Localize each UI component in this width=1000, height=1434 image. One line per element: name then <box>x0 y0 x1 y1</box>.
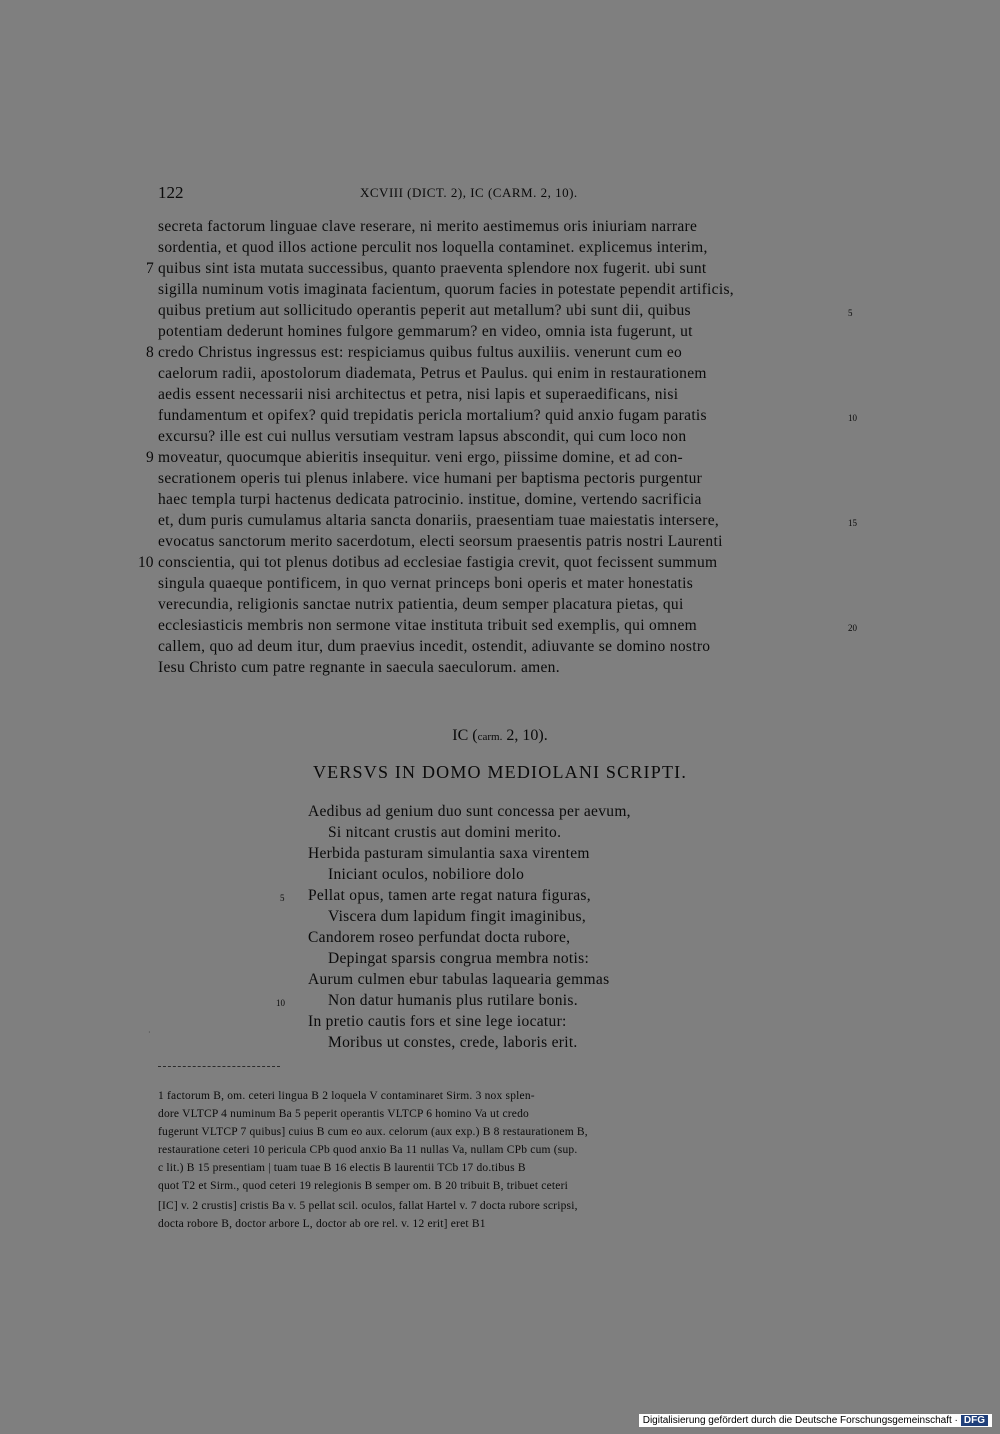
margin-line-number: 15 <box>848 518 857 528</box>
verse-line: In pretio cautis fors et sine lege iocatur: <box>308 1013 567 1030</box>
note-line: restauratione ceteri 10 pericula CPb quod anxio Ba 11 nullas Va, nullam CPb cum (sup. <box>158 1144 578 1156</box>
verse-line: Pellat opus, tamen arte regat natura figuras, <box>308 887 591 904</box>
verse-line: Iniciant oculos, nobiliore dolo <box>328 866 525 883</box>
running-title: XCVIII (DICT. 2), IC (CARM. 2, 10). <box>360 185 578 200</box>
prose-line: moveatur, quocumque abieritis insequitur. veni ergo, piissime domine, et ad con- <box>158 449 684 466</box>
prose-line: credo Christus ingressus est: respiciamus quibus fultus auxiliis. venerunt cum eo <box>158 344 683 361</box>
funding-credit <box>639 1414 992 1427</box>
prose-line: et, dum puris cumulamus altaria sancta donariis, praesentiam tuae maiestatis intersere, <box>158 512 720 529</box>
prose-line: potentiam dederunt homines fulgore gemmarum? en video, omnia ista fugerunt, ut <box>158 323 693 340</box>
verse-line: Non datur humanis plus rutilare bonis. <box>328 992 578 1009</box>
note-line: [IC] v. 2 crustis] cristis Ba v. 5 pellat scil. oculos, fallat Hartel v. 7 docta rubore scripsi, <box>158 1200 578 1212</box>
prose-line: secrationem operis tui plenus inlabere. vice humani per baptisma pectoris purgentur <box>158 470 703 487</box>
note-line: 1 factorum B, om. ceteri lingua B 2 loquela V contaminaret Sirm. 3 nox splen- <box>158 1090 535 1102</box>
note-line: dore VLTCP 4 numinum Ba 5 peperit operantis VLTCP 6 homino Va ut credo <box>158 1108 530 1120</box>
prose-line: fundamentum et opifex? quid trepidatis pericla mortalium? quid anxio fugam paratis <box>158 407 707 424</box>
verse-line: Herbida pasturam simulantia saxa virentem <box>308 845 590 862</box>
footnote-rule <box>158 1066 280 1067</box>
margin-line-number: 10 <box>848 413 857 423</box>
prose-line: sordentia, et quod illos actione perculit nos loquella contaminet. explicemus interim, <box>158 239 708 256</box>
section-number: 8 <box>146 344 154 361</box>
credit-text: Digitalisierung gefördert durch die Deutsche Forschungsgemeinschaft · <box>642 1415 958 1426</box>
verse-number: 5 <box>280 893 285 903</box>
prose-line: excursu? ille est cui nullus versutiam vestram lapsus abscondit, qui cum loco non <box>158 428 687 445</box>
verse-number: 10 <box>276 998 285 1008</box>
prose-line: Iesu Christo cum patre regnante in saecula saeculorum. amen. <box>158 659 560 676</box>
poem-title: VERSVS IN DOMO MEDIOLANI SCRIPTI. <box>312 762 688 782</box>
section-number: 9 <box>146 449 154 466</box>
verse-line: Si nitcant crustis aut domini merito. <box>328 824 562 841</box>
verse-line: Moribus ut constes, crede, laboris erit. <box>328 1034 578 1051</box>
prose-line: haec templa turpi hactenus dedicata patrocinio. institue, domine, vertendo sacrificia <box>158 491 702 508</box>
prose-line: evocatus sanctorum merito sacerdotum, electi seorsum praesentis patris nostri Laurenti <box>158 533 723 550</box>
prose-line: singula quaeque pontificem, in quo vernat princeps boni operis et mater honestatis <box>158 575 694 592</box>
section-number: 7 <box>146 260 154 277</box>
note-line: fugerunt VLTCP 7 quibus] cuius B cum eo aux. celorum (aux exp.) B 8 restaurationem B, <box>158 1126 588 1138</box>
prose-line: callem, quo ad deum itur, dum praevius incedit, ostendit, adiuvante se domino nostro <box>158 638 711 655</box>
verse-line: Aedibus ad genium duo sunt concessa per aevum, <box>308 803 631 820</box>
prose-line: quibus pretium aut sollicitudo operantis peperit aut metallum? ubi sunt dii, quibus <box>158 302 691 319</box>
margin-line-number: 5 <box>848 308 853 318</box>
prose-line: conscientia, qui tot plenus dotibus ad ecclesiae fastigia crevit, quot fecissent summum <box>158 554 718 571</box>
prose-line: sigilla numinum votis imaginata facientum, quorum facies in potestate pependit artificis, <box>158 281 734 298</box>
prose-line: aedis essent necessarii nisi architectus et petra, nisi lapis et superaedificans, nisi <box>158 386 679 403</box>
page-number: 122 <box>158 183 184 202</box>
dfg-logo: DFG <box>961 1415 988 1426</box>
verse-line: Depingat sparsis congrua membra notis: <box>328 950 590 967</box>
verse-line: Aurum culmen ebur tabulas laquearia gemmas <box>308 971 610 988</box>
prose-line: caelorum radii, apostolorum diademata, Petrus et Paulus. qui enim in restaurationem <box>158 365 707 382</box>
note-line: docta robore B, doctor arbore L, doctor ab ore rel. v. 12 erit] eret B1 <box>158 1218 486 1230</box>
prose-line: secreta factorum linguae clave reserare, ni merito aestimemus oris iniuriam narrare <box>158 218 698 235</box>
margin-line-number: 20 <box>848 623 857 633</box>
section-heading-ref: (carm. 2, 10). <box>472 727 548 744</box>
prose-line: quibus sint ista mutata successibus, quanto praeventa splendore nox fugerit. ubi sunt <box>158 260 707 277</box>
note-line: c lit.) B 15 presentiam | tuam tuae B 16 electis B laurentii TCb 17 do.tibus B <box>158 1162 526 1174</box>
margin-dot: · <box>148 1028 151 1037</box>
section-heading <box>0 727 1000 745</box>
verse-line: Candorem roseo perfundat docta rubore, <box>308 929 571 946</box>
section-heading-number: IC <box>452 727 469 744</box>
prose-line: ecclesiasticis membris non sermone vitae instituta tribuit sed exemplis, qui omnem <box>158 617 698 634</box>
note-line: quot T2 et Sirm., quod ceteri 19 relegionis B semper om. B 20 tribuit B, tribuet ceteri <box>158 1180 569 1192</box>
section-number: 10 <box>138 554 154 571</box>
prose-line: verecundia, religionis sanctae nutrix patientia, deum semper placatura pietas, qui <box>158 596 684 613</box>
verse-line: Viscera dum lapidum fingit imaginibus, <box>328 908 586 925</box>
